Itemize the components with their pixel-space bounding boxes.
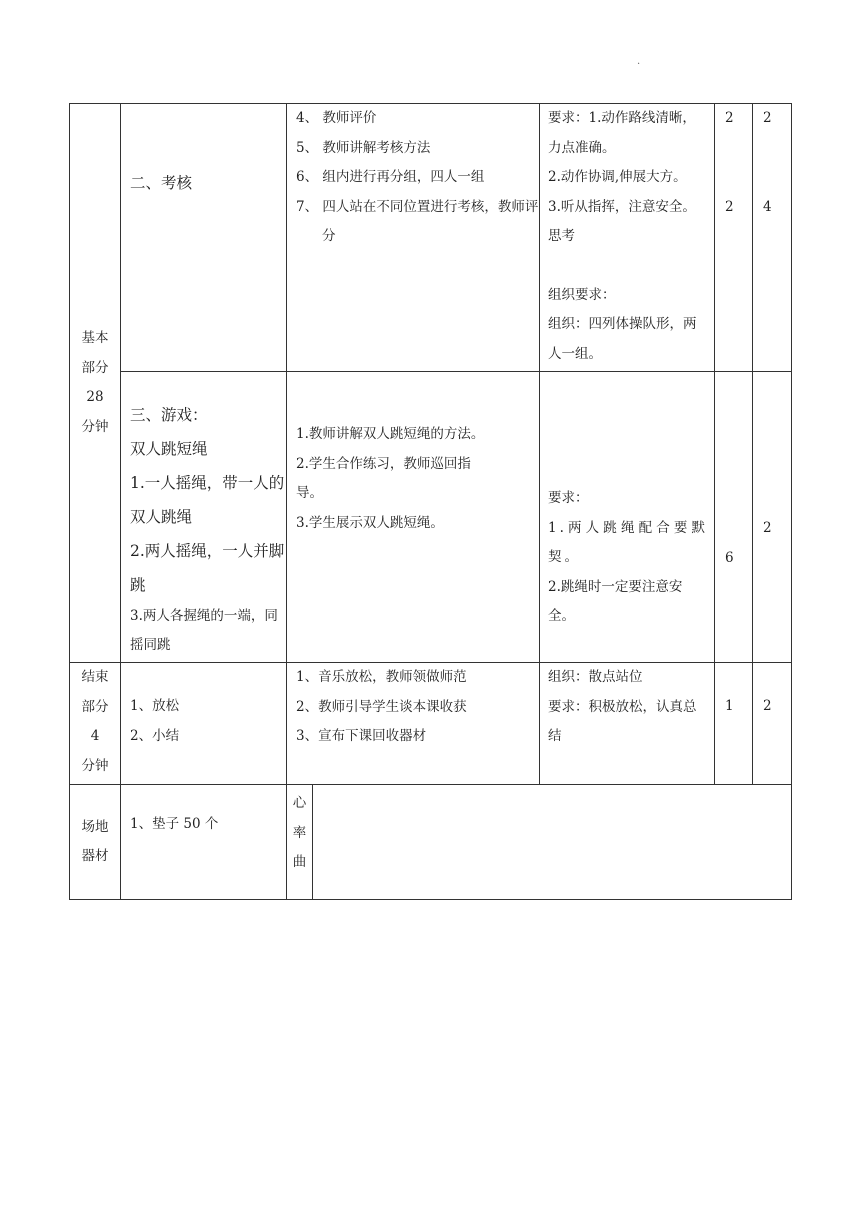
- row-game: [70, 372, 792, 663]
- game-steps-cell: [287, 372, 540, 663]
- organization-line: 组织：散点站位: [548, 669, 643, 685]
- requirement-line: 要求：1.动作路线清晰，力点准确。: [548, 110, 696, 156]
- time-cell: [715, 663, 753, 785]
- ending-step: 2、教师引导学生谈本课收获: [296, 698, 467, 715]
- time-cell: [715, 372, 753, 663]
- time-value: 6: [725, 550, 734, 566]
- row-ending: [70, 663, 792, 785]
- game-title-line: 2.两人摇绳，一人并脚跳: [130, 542, 285, 594]
- requirement-line: 2.跳绳时一定要注意安全。: [548, 578, 683, 624]
- assessment-step: 6、 组内进行再分组，四人一组: [296, 169, 485, 185]
- time-value: 2: [725, 110, 734, 126]
- ending-steps-cell: [287, 663, 540, 785]
- count-cell: [753, 663, 792, 785]
- game-title-line: 双人跳短绳: [130, 440, 208, 458]
- ending-step: 1、音乐放松，教师领做师范: [296, 669, 467, 685]
- ending-item: 1、放松: [130, 698, 180, 714]
- assessment-step: 4、 教师评价: [296, 110, 377, 126]
- game-step: 2.学生合作练习，教师巡回指导。: [296, 455, 471, 501]
- header-mark: .: [637, 56, 641, 67]
- time-value: 2: [725, 198, 734, 215]
- time-cell: [715, 104, 753, 372]
- section-label-ending: 结束 部分 4 分钟: [70, 663, 121, 785]
- game-title-cell: [121, 372, 287, 663]
- time-value: 1: [725, 698, 734, 714]
- ending-organization-cell: [540, 663, 715, 785]
- game-step: 3.学生展示双人跳短绳。: [296, 514, 444, 531]
- equipment-item: 1、垫子 50 个: [130, 816, 219, 832]
- assessment-step: 5、 教师讲解考核方法: [296, 139, 431, 156]
- equipment-item-cell: [121, 785, 287, 900]
- game-step: 1.教师讲解双人跳短绳的方法。: [296, 426, 485, 442]
- assessment-title: 二、考核: [130, 174, 193, 192]
- count-value: 4: [763, 198, 772, 215]
- count-cell: [753, 104, 792, 372]
- game-requirements-cell: [540, 372, 715, 663]
- section-label-equipment: 场地 器材: [70, 785, 121, 900]
- requirement-line: 1.两人跳绳配合要默契。: [548, 519, 709, 565]
- game-title-line: 三、游戏：: [130, 406, 208, 424]
- assessment-requirements-cell: [540, 104, 715, 372]
- organization-line: 组织：四列体操队形，两人一组。: [548, 316, 697, 362]
- assessment-step: 7、 四人站在不同位置进行考核，教师评分: [296, 198, 539, 244]
- requirement-line: 3.听从指挥，注意安全。思考: [548, 198, 696, 244]
- count-value: 2: [763, 110, 772, 126]
- lesson-plan-table: [69, 103, 792, 900]
- section-label-basic: 基本 部分 28 分钟: [70, 104, 121, 663]
- count-value: 2: [763, 698, 772, 714]
- count-cell: [753, 372, 792, 663]
- assessment-title-cell: [121, 104, 287, 372]
- row-assessment: [70, 104, 792, 372]
- heart-rate-curve-area: [313, 785, 792, 900]
- organization-line: 组织要求：: [548, 286, 616, 303]
- organization-line: 要求：积极放松，认真总结: [548, 698, 697, 744]
- ending-items-cell: [121, 663, 287, 785]
- assessment-steps-cell: [287, 104, 540, 372]
- game-title-line: 1.一人摇绳，带一人的双人跳绳: [130, 474, 285, 526]
- game-title-line: 3.两人各握绳的一端，同摇同跳: [130, 608, 278, 653]
- requirement-line: 2.动作协调,伸展大方。: [548, 169, 687, 185]
- requirement-line: 要求：: [548, 490, 589, 506]
- ending-step: 3、宣布下课回收器材: [296, 728, 427, 744]
- ending-item: 2、小结: [130, 727, 180, 744]
- row-equipment: [70, 785, 792, 900]
- heart-rate-label-cell: 心 率 曲: [287, 785, 313, 900]
- count-value: 2: [763, 520, 772, 536]
